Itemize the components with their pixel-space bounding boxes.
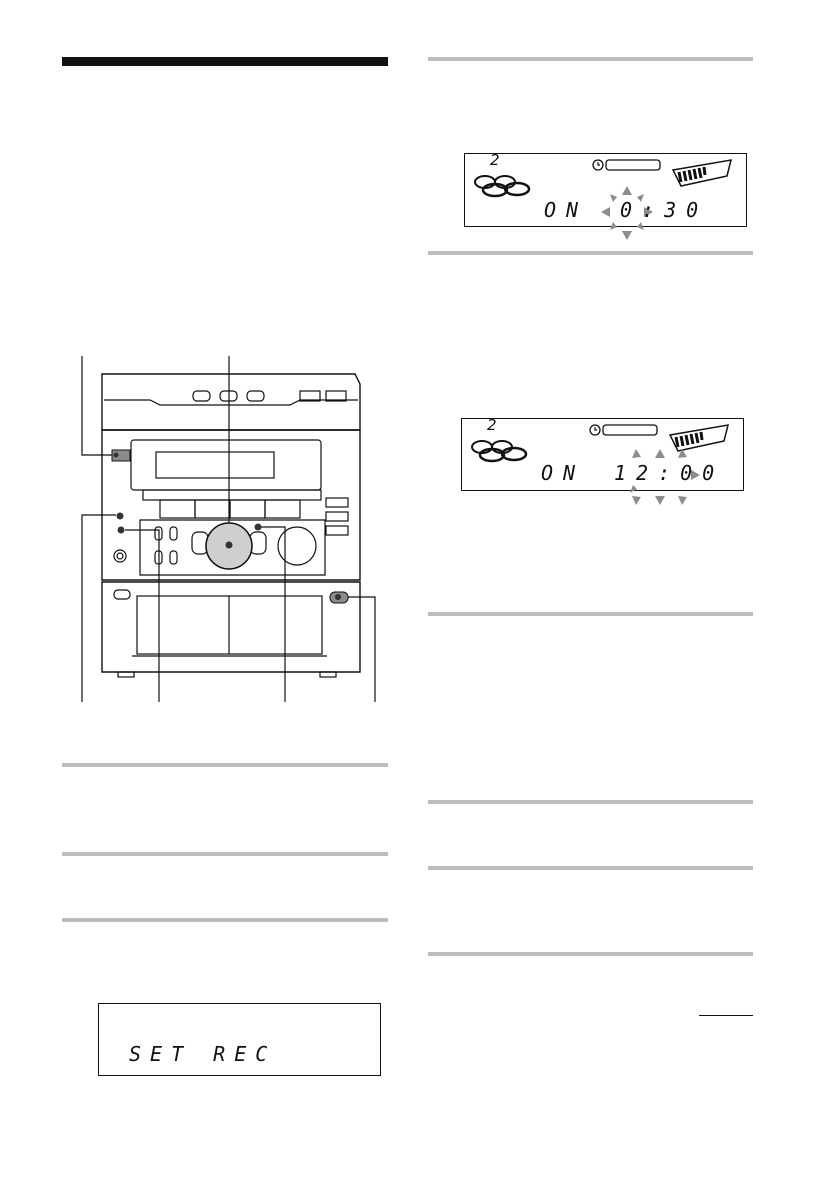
status-text: ON [544,198,589,222]
time-value: 12:00 [614,461,725,485]
status-text: ON [541,461,586,485]
callout-line [125,530,159,702]
callout-line [82,515,116,702]
set-rec-text: SET REC [129,1042,277,1066]
callout-line [338,597,375,702]
disc-number: 2 [487,416,497,434]
callout-line [82,356,116,455]
time-value: 0:30 [620,198,709,222]
disc-number: 2 [490,151,500,169]
